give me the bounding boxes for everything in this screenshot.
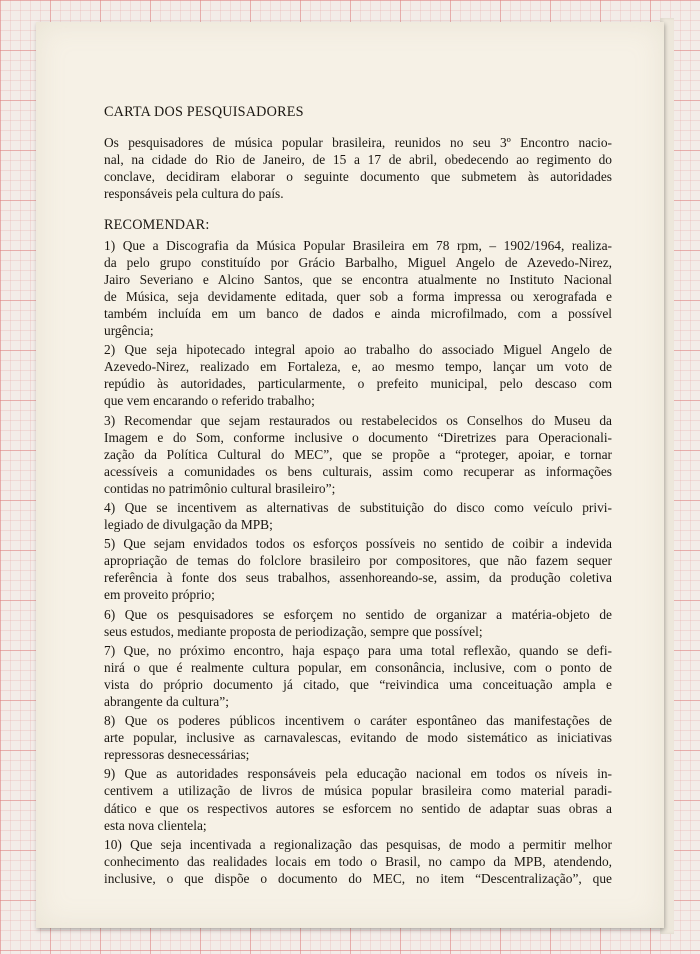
recommendation-item-3 [104, 412, 612, 497]
recommendation-item-4 [104, 499, 612, 533]
text-line: acessíveis a comunidades os bens culturais, assim como recuperar as informações [104, 463, 612, 479]
text-line: nirá o que é realmente cultura popular, em consonância, inclusive, com o ponto de [104, 659, 612, 675]
text-line: em proveito próprio; [104, 587, 215, 603]
recomendar-heading: RECOMENDAR: [104, 217, 210, 234]
text-line: 1) Que a Discografia da Música Popular Brasileira em 78 rpm, – 1902/1964, realiza- [104, 237, 612, 253]
text-line: Imagem e do Som, conforme inclusive o documento “Diretrizes para Operacionali- [104, 429, 612, 445]
recommendation-item-5 [104, 535, 612, 603]
text-line: contidas no patrimônio cultural brasileiro”; [104, 480, 336, 496]
text-line: legiado de divulgação da MPB; [104, 517, 273, 533]
text-line: 7) Que, no próximo encontro, haja espaço para uma total reflexão, quando se defi- [104, 642, 612, 658]
recommendation-item-1 [104, 237, 612, 340]
text-line: arte popular, inclusive as carnavalescas, evitando de modo sistemático as iniciativas [104, 730, 612, 746]
document-page [36, 22, 664, 928]
text-line: responsáveis pela cultura do país. [104, 186, 284, 202]
recommendation-item-9 [104, 765, 612, 833]
recommendation-item-10 [104, 836, 612, 887]
text-line: abrangente da cultura”; [104, 694, 229, 709]
text-line: 3) Recomendar que sejam restaurados ou restabelecidos os Conselhos do Museu da [104, 412, 612, 428]
text-line: conclave, decidiram elaborar o seguinte documento que submetem às autoridades [104, 169, 612, 185]
text-line: conhecimento das realidades locais em todo o Brasil, no campo da MPB, atendendo, [104, 853, 612, 869]
recommendation-item-8 [104, 712, 612, 763]
text-line: referência à fonte dos seus trabalhos, assenhoreando-se, assim, da produção coletiva [104, 570, 612, 586]
text-line: 6) Que os pesquisadores se esforçem no sentido de organizar a matéria-objeto de [104, 606, 612, 622]
text-line: 5) Que sejam envidados todos os esforços possíveis no sentido de coibir a indevida [104, 536, 612, 552]
text-line: 4) Que se incentivem as alternativas de substituição do disco como veículo privi- [104, 499, 612, 515]
text-line: nal, na cidade do Rio de Janeiro, de 15 a 17 de abril, obedecendo ao regimento do [104, 152, 612, 168]
text-line: seus estudos, mediante proposta de periodização, sempre que possível; [104, 623, 483, 639]
text-line: Os pesquisadores de música popular brasileira, reunidos no seu 3º Encontro nacio- [104, 135, 612, 151]
text-line: Azevedo-Nirez, realizado em Fortaleza, e, ao mesmo tempo, lançar um voto de [104, 359, 612, 375]
text-line: também incluída em um banco de dados e ainda microfilmado, com a possível [104, 305, 612, 321]
recommendation-item-6 [104, 606, 612, 640]
text-line: da pelo grupo constituído por Grácio Barbalho, Miguel Angelo de Azevedo-Nirez, [104, 254, 612, 270]
text-line: Jairo Severiano e Alcino Santos, que se encontra atualmente no Instituto Nacional [104, 271, 612, 287]
text-line: 10) Que seja incentivada a regionalização das pesquisas, de modo a permitir melhor [104, 836, 612, 852]
text-line: vista do próprio documento já citado, que “reivindica uma conceituação ampla e [104, 676, 612, 692]
recommendation-item-2 [104, 341, 612, 409]
text-line: dático e que os respectivos autores se esforcem no sentido de adaptar suas obras a [104, 800, 612, 816]
text-line: repressoras desnecessárias; [104, 747, 250, 763]
text-line: zação da Política Cultural do MEC”, que se propõe a “proteger, apoiar, e tornar [104, 446, 612, 462]
text-line: centivem a utilização de livros de música popular brasileira como material paradi- [104, 783, 612, 799]
text-line: esta nova clientela; [104, 817, 207, 833]
recommendation-item-7 [104, 642, 612, 710]
text-line: 9) Que as autoridades responsáveis pela educação nacional em todos os níveis in- [104, 766, 612, 782]
text-line: 2) Que seja hipotecado integral apoio ao trabalho do associado Miguel Angelo de [104, 342, 612, 358]
text-line: de Música, seja devidamente editada, quer sob a forma impressa ou xerografada e [104, 288, 612, 304]
text-line: que vem encarando o referido trabalho; [104, 393, 315, 409]
text-line: repúdio às autoridades, particularmente, o prefeito municipal, pelo descaso com [104, 376, 612, 392]
intro-paragraph [104, 134, 612, 202]
text-line: inclusive, o que dispõe o documento do MEC, no item “Descentralização”, que [104, 870, 612, 886]
text-line: 8) Que os poderes públicos incentivem o caráter espontâneo das manifestações de [104, 713, 612, 729]
document-title: CARTA DOS PESQUISADORES [104, 104, 304, 120]
text-line: apropriação de temas do folclore brasileiro por compositores, que não fazem sequer [104, 553, 612, 569]
document-body [104, 104, 612, 889]
text-line: urgência; [104, 323, 154, 339]
